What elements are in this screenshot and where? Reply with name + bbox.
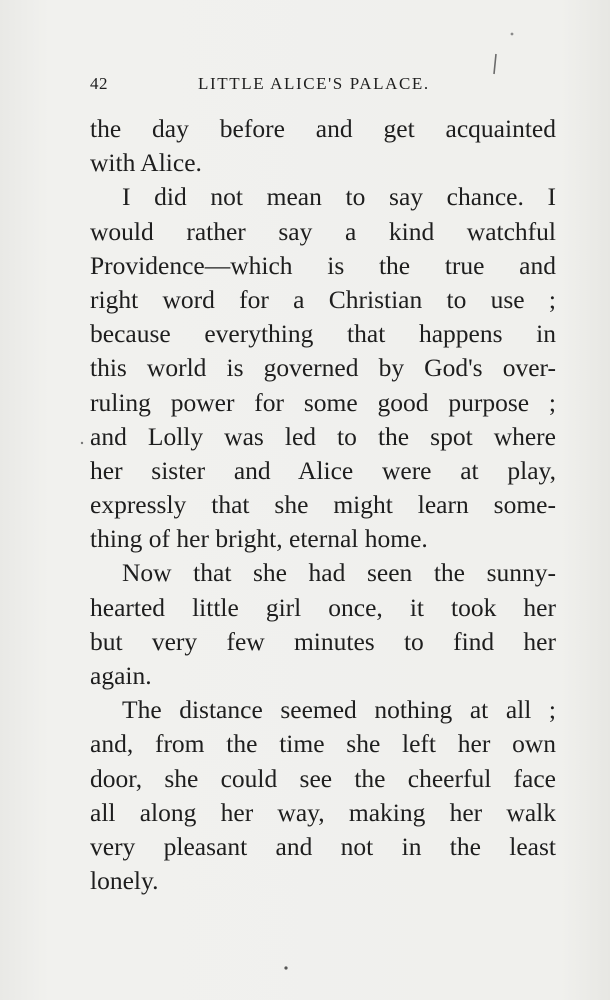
page-number: 42 xyxy=(90,74,108,93)
page-header xyxy=(90,70,556,100)
paragraph-3 xyxy=(90,556,556,693)
body-text xyxy=(90,112,556,898)
ink-speck xyxy=(284,966,287,969)
text-line: this world is governed by God's over- xyxy=(90,353,556,383)
text-line: her sister and Alice were at play, xyxy=(90,455,556,485)
text-line: Providence—which is the true and xyxy=(90,250,556,280)
text-line: hearted little girl once, it took her xyxy=(90,592,556,622)
text-line: the day before and get acquainted xyxy=(90,114,556,143)
text-line: very pleasant and not in the least xyxy=(90,831,556,861)
text-line: thing of her bright, eternal home. xyxy=(90,524,428,554)
paragraph-1 xyxy=(90,112,556,180)
text-line: again. xyxy=(90,661,152,690)
text-line: ruling power for some good purpose ; xyxy=(90,387,556,417)
ink-speck xyxy=(81,442,83,444)
text-line: because everything that happens in xyxy=(90,319,556,349)
text-line: and, from the time she left her own xyxy=(90,729,556,759)
text-line: right word for a Christian to use ; xyxy=(90,284,556,314)
ink-speck xyxy=(511,33,514,36)
text-line: expressly that she might learn some- xyxy=(90,490,556,520)
text-line: Now that she had seen the sunny- xyxy=(122,558,556,588)
paragraph-2 xyxy=(90,180,556,556)
text-line: with Alice. xyxy=(90,148,202,178)
text-line: lonely. xyxy=(90,866,159,896)
running-title: LITTLE ALICE'S PALACE. xyxy=(198,74,430,93)
text-line: would rather say a kind watchful xyxy=(90,216,556,246)
text-line: door, she could see the cheerful face xyxy=(90,763,556,793)
text-line: but very few minutes to find her xyxy=(90,626,556,656)
text-line: The distance seemed nothing at all ; xyxy=(122,695,556,725)
text-line: all along her way, making her walk xyxy=(90,797,556,827)
paragraph-4 xyxy=(90,693,556,898)
text-line: I did not mean to say chance. I xyxy=(122,182,556,212)
text-line: and Lolly was led to the spot where xyxy=(90,421,556,451)
